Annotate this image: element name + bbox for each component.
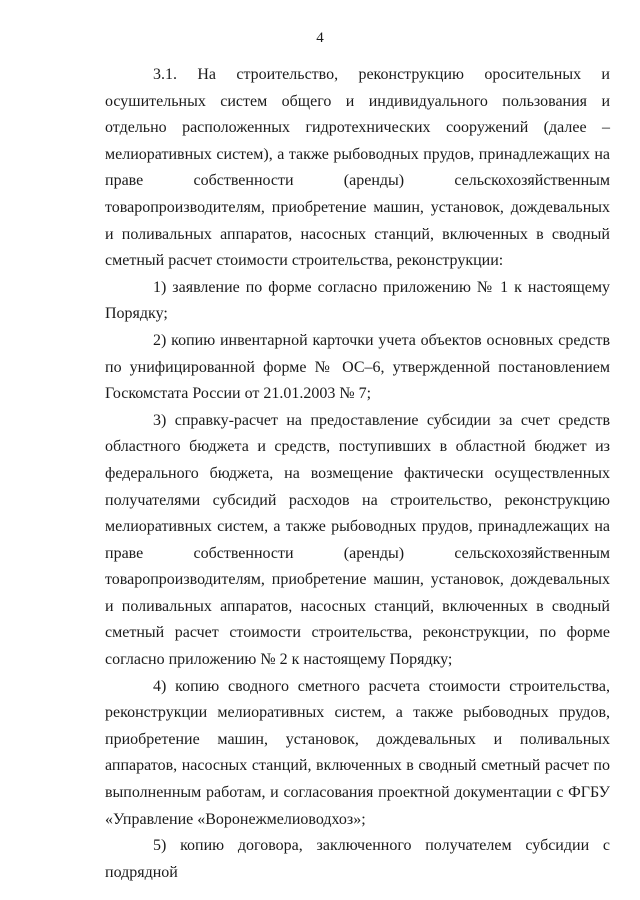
list-item-4: 4) копию сводного сметного расчета стоимости строительства, реконструкции мелиоративных систем, а также рыбоводных прудов, приобретение машин, установок, дождевальных и поливальных аппаратов, насосных станций, включенных в сводный сметный расчет по выполненным работам, и согласования проектной документации с ФГБУ «Управление «Воронежмелиоводхоз»; — [105, 677, 610, 828]
list-item-5: 5) копию договора, заключенного получателем субсидии с подрядной — [105, 837, 610, 881]
document-body — [105, 62, 610, 886]
list-item-3: 3) справку-расчет на предоставление субсидии за счет средств областного бюджета и средств, поступивших в областной бюджет из федерального бюджета, на возмещение фактически осуществленных получателями субсидий расходов на строительство, реконструкцию мелиоративных систем, а также рыбоводных прудов, принадлежащих на праве собственности (аренды) сельскохозяйственным товаропроизводителям, приобретение машин, установок, дождевальных и поливальных аппаратов, насосных станций, включенных в сводный сметный расчет стоимости строительства, реконструкции, по форме согласно приложению № 2 к настоящему Порядку; — [105, 411, 610, 669]
paragraph-3-1: 3.1. На строительство, реконструкцию оросительных и осушительных систем общего и индивидуального пользования и отдельно расположенных гидротехнических сооружений (далее – мелиоративных систем), а также рыбоводных прудов, принадлежащих на праве собственности (аренды) сельскохозяйственным товаропроизводителям, приобретение машин, установок, дождевальных и поливальных аппаратов, насосных станций, включенных в сводный сметный расчет стоимости строительства, реконструкции: — [105, 66, 610, 270]
page-number: 4 — [316, 30, 324, 46]
list-item-2: 2) копию инвентарной карточки учета объектов основных средств по унифицированной форме № ОС–6, утвержденной постановлением Госкомстата России от 21.01.2003 № 7; — [105, 331, 610, 403]
list-item-1: 1) заявление по форме согласно приложению № 1 к настоящему Порядку; — [105, 278, 610, 323]
